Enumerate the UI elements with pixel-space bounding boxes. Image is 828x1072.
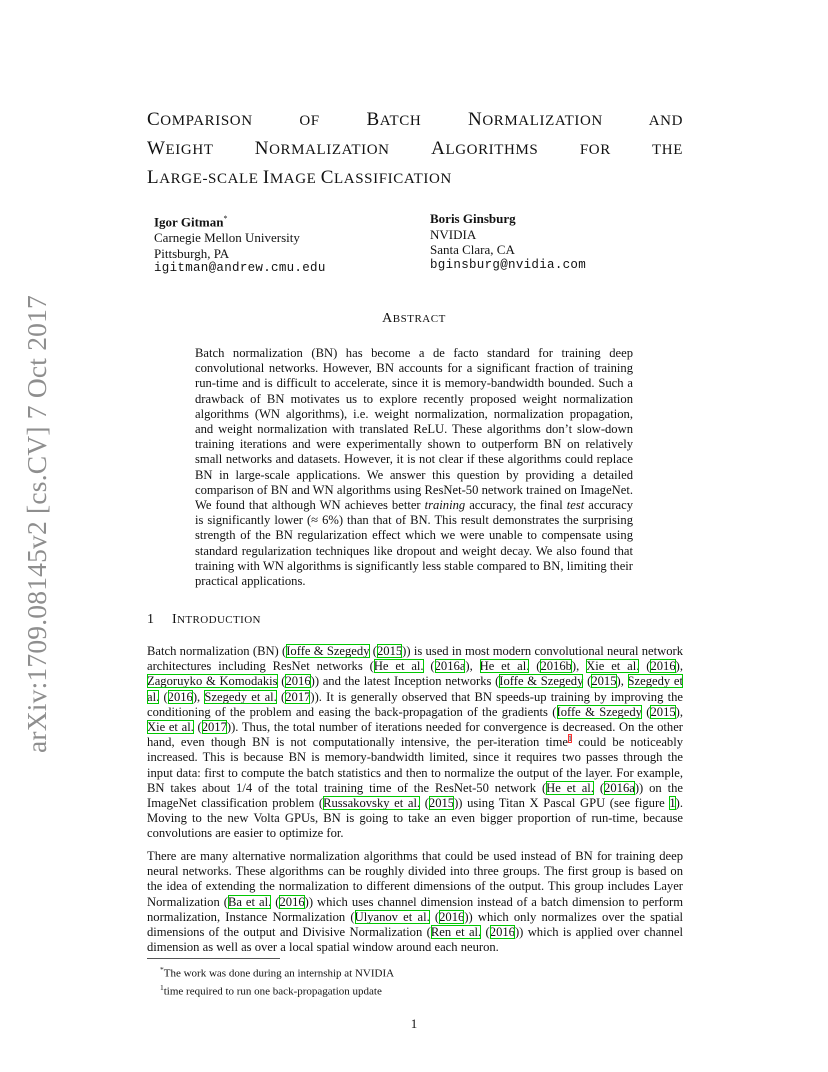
citation-link[interactable]: Ba et al. [227,894,272,909]
citation-link[interactable]: Szegedy et al. [147,674,684,704]
footnote-link[interactable]: 1 [567,734,572,744]
title-line-1: COMPARISON OF BATCH NORMALIZATION AND [147,109,684,130]
citation-link[interactable]: 2016b [540,659,572,674]
author-affiliation: NVIDIA [430,226,477,242]
arxiv-identifier-stamp [22,296,52,752]
section-heading-introduction: 1 INTRODUCTION [147,612,261,627]
author-email[interactable]: igitman@andrew.cmu.edu [154,261,326,276]
intro-paragraph-1: Batch normalization (BN) (Ioffe & Szegedy (2015)) is used in most modern convolutional neural network architectures including ResNet networks (He et al. (2016a), He et al. (2016b), Xie et al. (2016), Zagoruyko & Komodakis (2016)) and the latest Inception networks (Ioffe & Szegedy (2015), Szegedy et al. (2016), Szegedy et al. (2017)). It is generally observed that BN speeds-up training by improving the conditioning of the problem and easing the back-propagation of the gradients (Ioffe & Szegedy (2015), Xie et al. (2017)). Thus, the total number of iterations needed for convergence is decreased. On the other hand, even though BN is not computationally intensive, the per-iteration time$^1$ could be noticeably increased. This is because BN is memory-bandwidth limited, since it requires two passes through the input data: first to compute the batch statistics and then to normalize the output of the layer. For example, BN takes about 1/4 of the total training time of the ResNet-50 network (He et al. (2016a)) on the ImageNet classification problem (Russakovsky et al. (2015)) using Titan X Pascal GPU (see figure 1). Moving to the new Volta GPUs, BN is going to take an even bigger proportion of run-time, because convolutions are easier to optimize for. [147,644,684,841]
figure-link[interactable]: 1 [669,796,676,811]
citation-link[interactable]: 2015 [650,704,676,719]
footnote-divider [147,958,280,959]
citation-link[interactable]: Ren et al. [430,925,482,940]
citation-link[interactable]: 2016a [434,659,466,674]
citation-link[interactable]: Xie et al. [586,659,640,674]
citation-link[interactable]: Ioffe & Szegedy [499,674,584,689]
citation-link[interactable]: Ioffe & Szegedy [286,644,370,658]
author-email[interactable]: bginsburg@nvidia.com [430,257,587,272]
title-line-3: LARGE-SCALE IMAGE CLASSIFICATION [147,167,452,188]
author-name: Boris Ginsburg [430,211,516,226]
author-name: Igor Gitman* [154,214,228,230]
citation-link[interactable]: Szegedy et al. [204,689,277,704]
citation-link[interactable]: Ioffe & Szegedy [556,704,642,719]
author-location: Santa Clara, CA [430,242,515,258]
citation-link[interactable]: 2016 [489,925,515,940]
author-location: Pittsburgh, PA [154,245,230,261]
citation-link[interactable]: Zagoruyko & Komodakis [147,674,278,689]
citation-link[interactable]: 2016 [167,689,193,704]
title-line-2: WEIGHT NORMALIZATION ALGORITHMS FOR THE [147,138,683,159]
author-block-2 [430,211,586,273]
footnotes [160,963,394,999]
page-number: 1 [410,1016,418,1031]
citation-link[interactable]: 2016 [439,909,465,924]
citation-link[interactable]: 2017 [201,720,227,735]
intro-paragraph-2: There are many alternative normalization algorithms that could be used instead of BN for training deep neural networks. These algorithms can be roughly divided into three groups. The first group is based on the idea of extending the normalization to different dimensions of the output. This group includes Layer Normalization (Ba et al. (2016)) which uses channel dimension instead of a batch dimension to perform normalization, Instance Normalization (Ulyanov et al. (2016)) which only normalizes over the spatial dimensions of the output and Divisive Normalization (Ren et al. (2016)) which is applied over channel dimension as well as over a local spatial window around each neuron. [147,849,683,955]
citation-link[interactable]: 2016a [604,780,635,795]
author-affiliation: Carnegie Mellon University [154,229,300,245]
citation-link[interactable]: Xie et al. [147,720,194,735]
citation-link[interactable]: 2016 [650,659,676,674]
citation-link[interactable]: Russakovsky et al. [323,796,421,811]
citation-link[interactable]: He et al. [373,659,424,674]
author-block-1 [154,211,326,277]
citation-link[interactable]: He et al. [546,780,594,795]
footnote-item: *The work was done during an internship at NVIDIA [160,965,395,980]
citation-link[interactable]: Ulyanov et al. [354,909,430,924]
paper-title [147,106,683,193]
citation-link[interactable]: 2016 [279,894,305,909]
footnote-item: $^1$time required to run one back-propagation update [160,983,382,998]
abstract-heading: ABSTRACT [382,311,446,326]
citation-link[interactable]: 2017 [285,689,311,704]
citation-link[interactable]: 2016 [285,674,311,689]
citation-link[interactable]: 2015 [376,644,403,658]
fraction: 1/4 [236,780,253,795]
citation-link[interactable]: 2015 [428,796,455,811]
abstract-text: Batch normalization (BN) has become a de facto standard for training deep convolutional networks. However, BN accounts for a significant fraction of training run-time and is difficult to accelerate, since it is memory-bandwidth bounded. Such a drawback of BN motivates us to explore recently proposed weight normalization algorithms (WN algorithms), i.e. weight normalization, normalization propagation, and weight normalization with translated ReLU. These algorithms don’t slow-down training iterations and were experimentally shown to outperform BN on relatively small networks and datasets. However, it is not clear if these algorithms could replace BN in large-scale applications. We answer this question by providing a detailed comparison of BN and WN algorithms using ResNet-50 network trained on ImageNet. We found that although WN achieves better training accuracy, the final test accuracy is significantly lower (≈ 6%) than that of BN. This result demonstrates the surprising strength of the BN regularization effect which we were unable to compensate using standard regularization techniques like dropout and weight decay. We also found that training with WN algorithms is significantly less stable compared to BN, limiting their practical applications. [195,346,633,589]
citation-link[interactable]: 2015 [591,674,617,689]
citation-link[interactable]: He et al. [479,659,530,674]
arxiv-identifier-text: arXiv:1709.08145v2 [cs.CV] 7 Oct 2017 [21,294,52,754]
